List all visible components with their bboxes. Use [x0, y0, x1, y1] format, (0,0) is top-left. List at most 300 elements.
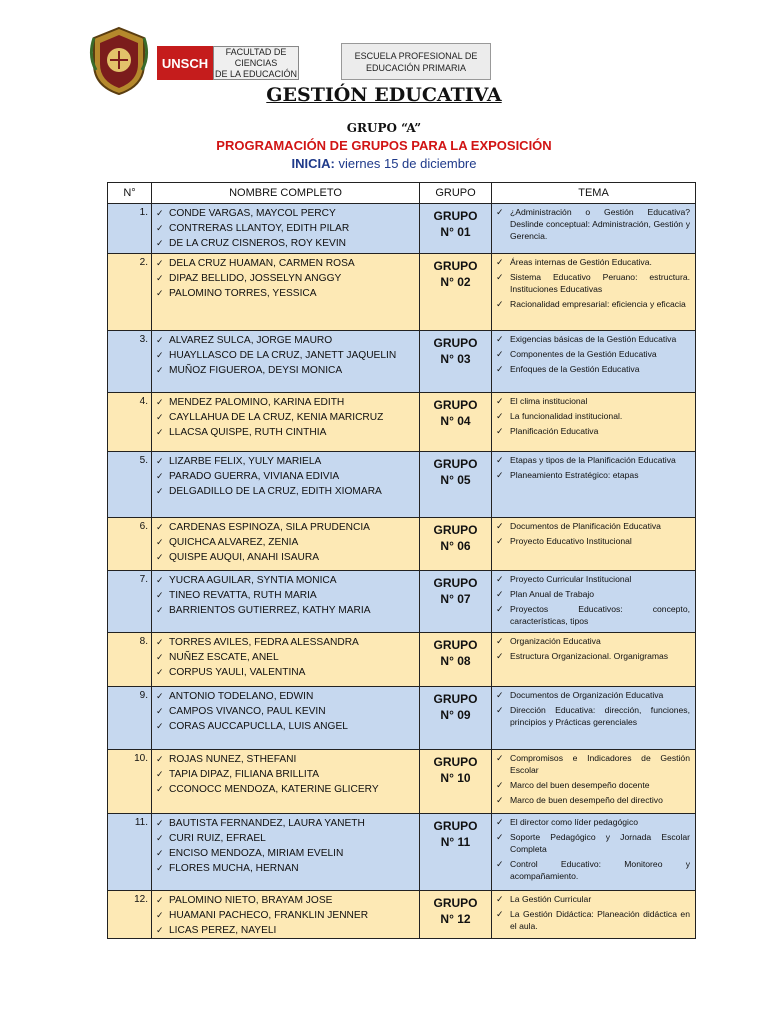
topic-text: Racionalidad empresarial: eficiencia y eficacia	[510, 299, 686, 309]
table-row	[108, 750, 696, 814]
check-icon: ✓	[496, 604, 504, 614]
table-row	[108, 204, 696, 254]
group-number: N° 05	[440, 473, 471, 487]
member-names	[152, 814, 420, 891]
row-number: 10.	[108, 750, 152, 814]
topic-text: La Gestión Didáctica: Planeación didáctica en el aula.	[510, 909, 690, 931]
topic-text: Planeamiento Estratégico: etapas	[510, 470, 639, 480]
topic-list	[492, 891, 696, 939]
row-number: 8.	[108, 633, 152, 687]
member-names	[152, 254, 420, 331]
member-name: CORPUS YAULI, VALENTINA	[169, 667, 306, 678]
member-item	[156, 893, 417, 908]
member-item	[156, 256, 417, 271]
group-word: GRUPO	[433, 896, 478, 910]
topic-item	[496, 410, 690, 422]
escuela-line1: ESCUELA PROFESIONAL DE	[354, 50, 478, 61]
member-name: YUCRA AGUILAR, SYNTIA MONICA	[169, 575, 337, 586]
header-num: N°	[108, 183, 152, 204]
table-row	[108, 814, 696, 891]
member-item	[156, 333, 417, 348]
check-icon: ✓	[496, 817, 504, 827]
topic-text: Planificación Educativa	[510, 426, 599, 436]
member-item	[156, 665, 417, 680]
member-item	[156, 846, 417, 861]
topic-item	[496, 603, 690, 627]
topic-list	[492, 331, 696, 393]
member-name: ENCISO MENDOZA, MIRIAM EVELIN	[169, 848, 344, 859]
topic-item	[496, 520, 690, 532]
check-icon: ✓	[156, 365, 164, 375]
group-subtitle: GRUPO “A”	[346, 121, 422, 135]
group-word: GRUPO	[433, 457, 478, 471]
topic-item	[496, 206, 690, 242]
member-name: PALOMINO TORRES, YESSICA	[169, 288, 317, 299]
table-row	[108, 518, 696, 571]
check-icon: ✓	[496, 364, 504, 374]
group-number: N° 09	[440, 708, 471, 722]
topic-item	[496, 588, 690, 600]
groups-table	[107, 182, 696, 939]
member-item	[156, 588, 417, 603]
member-name: TINEO REVATTA, RUTH MARIA	[169, 590, 317, 601]
group-label	[420, 518, 492, 571]
check-icon: ✓	[156, 350, 164, 360]
check-icon: ✓	[496, 894, 504, 904]
topic-item	[496, 573, 690, 585]
check-icon: ✓	[156, 273, 164, 283]
topic-text: Marco del buen desempeño docente	[510, 780, 650, 790]
topic-item	[496, 893, 690, 905]
member-name: TORRES AVILES, FEDRA ALESSANDRA	[169, 637, 359, 648]
row-number: 9.	[108, 687, 152, 750]
check-icon: ✓	[156, 223, 164, 233]
group-label	[420, 633, 492, 687]
check-icon: ✓	[156, 412, 164, 422]
row-number: 1.	[108, 204, 152, 254]
row-number: 5.	[108, 452, 152, 518]
member-item	[156, 520, 417, 535]
member-name: PARADO GUERRA, VIVIANA EDIVIA	[169, 471, 340, 482]
topic-text: Proyecto Educativo Institucional	[510, 536, 632, 546]
topic-text: Estructura Organizacional. Organigramas	[510, 651, 669, 661]
member-item	[156, 752, 417, 767]
escuela-label	[341, 43, 491, 80]
check-icon: ✓	[156, 471, 164, 481]
check-icon: ✓	[496, 455, 504, 465]
group-label	[420, 331, 492, 393]
check-icon: ✓	[156, 910, 164, 920]
member-item	[156, 719, 417, 734]
member-name: CAMPOS VIVANCO, PAUL KEVIN	[169, 706, 326, 717]
check-icon: ✓	[156, 925, 164, 935]
member-names	[152, 891, 420, 939]
member-name: CURI RUIZ, EFRAEL	[169, 833, 266, 844]
row-number: 12.	[108, 891, 152, 939]
topic-list	[492, 814, 696, 891]
member-name: DELA CRUZ HUAMAN, CARMEN ROSA	[169, 258, 355, 269]
check-icon: ✓	[496, 411, 504, 421]
group-label	[420, 814, 492, 891]
group-number: N° 03	[440, 352, 471, 366]
check-icon: ✓	[156, 575, 164, 585]
check-icon: ✓	[156, 522, 164, 532]
member-item	[156, 767, 417, 782]
check-icon: ✓	[156, 769, 164, 779]
topic-text: Enfoques de la Gestión Educativa	[510, 364, 640, 374]
check-icon: ✓	[496, 832, 504, 842]
member-item	[156, 221, 417, 236]
topic-list	[492, 687, 696, 750]
topic-list	[492, 204, 696, 254]
member-item	[156, 425, 417, 440]
row-number: 7.	[108, 571, 152, 633]
topic-text: Documentos de Planificación Educativa	[510, 521, 661, 531]
member-names	[152, 687, 420, 750]
check-icon: ✓	[156, 486, 164, 496]
member-names	[152, 393, 420, 452]
group-label	[420, 750, 492, 814]
member-name: QUICHCA ALVAREZ, ZENIA	[169, 537, 299, 548]
group-label	[420, 687, 492, 750]
check-icon: ✓	[156, 605, 164, 615]
check-icon: ✓	[156, 833, 164, 843]
topic-text: El clima institucional	[510, 396, 588, 406]
topic-item	[496, 858, 690, 882]
topic-text: La Gestión Curricular	[510, 894, 592, 904]
member-names	[152, 518, 420, 571]
table-header-row	[108, 183, 696, 204]
topic-item	[496, 704, 690, 728]
group-word: GRUPO	[433, 755, 478, 769]
topic-text: Documentos de Organización Educativa	[510, 690, 664, 700]
topic-item	[496, 333, 690, 345]
member-item	[156, 816, 417, 831]
group-word: GRUPO	[433, 209, 478, 223]
topic-item	[496, 635, 690, 647]
check-icon: ✓	[156, 552, 164, 562]
check-icon: ✓	[496, 536, 504, 546]
group-label	[420, 204, 492, 254]
group-word: GRUPO	[433, 692, 478, 706]
check-icon: ✓	[156, 848, 164, 858]
member-name: ANTONIO TODELANO, EDWIN	[169, 691, 314, 702]
member-item	[156, 782, 417, 797]
member-item	[156, 535, 417, 550]
header-group: GRUPO	[420, 183, 492, 204]
member-name: DIPAZ BELLIDO, JOSSELYN ANGGY	[169, 273, 342, 284]
member-name: HUAMANI PACHECO, FRANKLIN JENNER	[169, 910, 369, 921]
topic-item	[496, 535, 690, 547]
check-icon: ✓	[496, 589, 504, 599]
member-item	[156, 484, 417, 499]
member-name: CARDENAS ESPINOZA, SILA PRUDENCIA	[169, 522, 370, 533]
member-item	[156, 650, 417, 665]
topic-text: Plan Anual de Trabajo	[510, 589, 595, 599]
check-icon: ✓	[156, 721, 164, 731]
facultad-label	[213, 46, 299, 80]
topic-text: Dirección Educativa: dirección, funciones, principios y Prácticas gerenciales	[510, 705, 690, 727]
group-number: N° 07	[440, 592, 471, 606]
topic-item	[496, 363, 690, 375]
check-icon: ✓	[156, 456, 164, 466]
facultad-line2: DE LA EDUCACIÓN	[214, 68, 298, 79]
header-topic: TEMA	[492, 183, 696, 204]
topic-item	[496, 298, 690, 310]
topic-item	[496, 794, 690, 806]
member-item	[156, 831, 417, 846]
member-name: CAYLLAHUA DE LA CRUZ, KENIA MARICRUZ	[169, 412, 384, 423]
table-row	[108, 687, 696, 750]
topic-list	[492, 452, 696, 518]
member-item	[156, 348, 417, 363]
member-item	[156, 573, 417, 588]
member-item	[156, 908, 417, 923]
member-item	[156, 363, 417, 378]
check-icon: ✓	[156, 590, 164, 600]
topic-item	[496, 689, 690, 701]
topic-item	[496, 271, 690, 295]
table-row	[108, 633, 696, 687]
topic-item	[496, 348, 690, 360]
member-name: LICAS PEREZ, NAYELI	[169, 925, 277, 936]
member-item	[156, 603, 417, 618]
check-icon: ✓	[496, 396, 504, 406]
member-item	[156, 861, 417, 876]
member-item	[156, 206, 417, 221]
check-icon: ✓	[496, 795, 504, 805]
header-name: NOMBRE COMPLETO	[152, 183, 420, 204]
topic-list	[492, 633, 696, 687]
table-row	[108, 452, 696, 518]
member-item	[156, 635, 417, 650]
member-name: MUÑOZ FIGUEROA, DEYSI MONICA	[169, 365, 343, 376]
group-number: N° 12	[440, 912, 471, 926]
member-name: CONTRERAS LLANTOY, EDITH PILAR	[169, 223, 350, 234]
group-label	[420, 571, 492, 633]
row-number: 2.	[108, 254, 152, 331]
check-icon: ✓	[156, 258, 164, 268]
topic-list	[492, 254, 696, 331]
member-name: DE LA CRUZ CISNEROS, ROY KEVIN	[169, 238, 347, 249]
member-item	[156, 469, 417, 484]
check-icon: ✓	[496, 690, 504, 700]
check-icon: ✓	[156, 754, 164, 764]
member-item	[156, 410, 417, 425]
topic-list	[492, 571, 696, 633]
member-names	[152, 204, 420, 254]
group-number: N° 04	[440, 414, 471, 428]
check-icon: ✓	[496, 705, 504, 715]
row-number: 3.	[108, 331, 152, 393]
member-name: CCONOCC MENDOZA, KATERINE GLICERY	[169, 784, 379, 795]
topic-list	[492, 393, 696, 452]
topic-list	[492, 750, 696, 814]
member-names	[152, 331, 420, 393]
check-icon: ✓	[156, 288, 164, 298]
member-names	[152, 750, 420, 814]
member-item	[156, 454, 417, 469]
unsch-logo	[157, 44, 299, 82]
topic-text: Marco de buen desempeño del directivo	[510, 795, 663, 805]
programacion-heading: PROGRAMACIÓN DE GRUPOS PARA LA EXPOSICIÓN	[216, 138, 552, 153]
unsch-label: UNSCH	[157, 46, 213, 80]
topic-text: Etapas y tipos de la Planificación Educativa	[510, 455, 676, 465]
check-icon: ✓	[496, 521, 504, 531]
topic-item	[496, 831, 690, 855]
check-icon: ✓	[496, 349, 504, 359]
group-number: N° 06	[440, 539, 471, 553]
topic-text: Sistema Educativo Peruano: estructura. Instituciones Educativas	[510, 272, 690, 294]
group-number: N° 10	[440, 771, 471, 785]
check-icon: ✓	[496, 574, 504, 584]
group-number: N° 01	[440, 225, 471, 239]
group-word: GRUPO	[433, 523, 478, 537]
group-word: GRUPO	[433, 638, 478, 652]
member-name: FLORES MUCHA, HERNAN	[169, 863, 299, 874]
group-word: GRUPO	[433, 336, 478, 350]
check-icon: ✓	[496, 859, 504, 869]
group-word: GRUPO	[433, 259, 478, 273]
member-name: DELGADILLO DE LA CRUZ, EDITH XIOMARA	[169, 486, 382, 497]
member-name: PALOMINO NIETO, BRAYAM JOSE	[169, 895, 333, 906]
topic-item	[496, 425, 690, 437]
check-icon: ✓	[156, 335, 164, 345]
topic-text: Exigencias básicas de la Gestión Educativa	[510, 334, 677, 344]
member-name: ROJAS NUNEZ, STHEFANI	[169, 754, 297, 765]
member-name: LLACSA QUISPE, RUTH CINTHIA	[169, 427, 327, 438]
check-icon: ✓	[496, 426, 504, 436]
member-names	[152, 633, 420, 687]
topic-item	[496, 650, 690, 662]
member-item	[156, 923, 417, 938]
row-number: 4.	[108, 393, 152, 452]
member-name: CONDE VARGAS, MAYCOL PERCY	[169, 208, 336, 219]
member-name: NUÑEZ ESCATE, ANEL	[169, 652, 279, 663]
member-item	[156, 271, 417, 286]
group-word: GRUPO	[433, 819, 478, 833]
topic-text: Control Educativo: Monitoreo y acompañamiento.	[510, 859, 690, 881]
check-icon: ✓	[156, 238, 164, 248]
row-number: 11.	[108, 814, 152, 891]
group-word: GRUPO	[433, 576, 478, 590]
member-name: QUISPE AUQUI, ANAHI ISAURA	[169, 552, 320, 563]
check-icon: ✓	[156, 667, 164, 677]
member-name: BARRIENTOS GUTIERREZ, KATHY MARIA	[169, 605, 371, 616]
group-word: GRUPO	[433, 398, 478, 412]
table-row	[108, 393, 696, 452]
topic-text: Proyectos Educativos: concepto, características, tipos	[510, 604, 690, 626]
topic-text: Organización Educativa	[510, 636, 601, 646]
member-name: LIZARBE FELIX, YULY MARIELA	[169, 456, 322, 467]
member-name: ALVAREZ SULCA, JORGE MAURO	[169, 335, 333, 346]
member-item	[156, 236, 417, 251]
group-label	[420, 891, 492, 939]
check-icon: ✓	[156, 895, 164, 905]
topic-text: Proyecto Curricular Institucional	[510, 574, 632, 584]
topic-item	[496, 469, 690, 481]
check-icon: ✓	[496, 334, 504, 344]
member-item	[156, 286, 417, 301]
group-number: N° 08	[440, 654, 471, 668]
topic-item	[496, 256, 690, 268]
topic-list	[492, 518, 696, 571]
check-icon: ✓	[156, 427, 164, 437]
check-icon: ✓	[496, 257, 504, 267]
check-icon: ✓	[156, 818, 164, 828]
topic-text: Compromisos e Indicadores de Gestión Escolar	[510, 753, 690, 775]
check-icon: ✓	[156, 208, 164, 218]
check-icon: ✓	[156, 706, 164, 716]
check-icon: ✓	[496, 207, 504, 217]
member-name: CORAS AUCCAPUCLLA, LUIS ANGEL	[169, 721, 348, 732]
row-number: 6.	[108, 518, 152, 571]
member-item	[156, 395, 417, 410]
topic-item	[496, 454, 690, 466]
member-name: BAUTISTA FERNANDEZ, LAURA YANETH	[169, 818, 365, 829]
table-body	[108, 204, 696, 939]
member-item	[156, 704, 417, 719]
page-title: GESTIÓN EDUCATIVA	[266, 84, 502, 106]
member-name: MENDEZ PALOMINO, KARINA EDITH	[169, 397, 345, 408]
check-icon: ✓	[156, 537, 164, 547]
facultad-line1: FACULTAD DE CIENCIAS	[225, 46, 287, 68]
group-number: N° 11	[440, 835, 471, 849]
member-names	[152, 571, 420, 633]
check-icon: ✓	[496, 753, 504, 763]
topic-item	[496, 752, 690, 776]
check-icon: ✓	[156, 652, 164, 662]
topic-text: Soporte Pedagógico y Jornada Escolar Completa	[510, 832, 690, 854]
check-icon: ✓	[156, 784, 164, 794]
check-icon: ✓	[496, 470, 504, 480]
topic-text: La funcionalidad institucional.	[510, 411, 623, 421]
topic-item	[496, 395, 690, 407]
start-date-label: INICIA:	[291, 156, 335, 171]
check-icon: ✓	[156, 691, 164, 701]
member-item	[156, 689, 417, 704]
check-icon: ✓	[156, 397, 164, 407]
group-label	[420, 254, 492, 331]
topic-text: ¿Administración o Gestión Educativa? Deslinde conceptual: Administración, Gestión y Gerencia.	[510, 207, 690, 241]
member-item	[156, 550, 417, 565]
check-icon: ✓	[496, 636, 504, 646]
table-row	[108, 891, 696, 939]
topic-text: Componentes de la Gestión Educativa	[510, 349, 657, 359]
check-icon: ✓	[156, 863, 164, 873]
group-number: N° 02	[440, 275, 471, 289]
check-icon: ✓	[496, 909, 504, 919]
member-name: HUAYLLASCO DE LA CRUZ, JANETT JAQUELIN	[169, 350, 397, 361]
check-icon: ✓	[496, 651, 504, 661]
topic-item	[496, 816, 690, 828]
member-names	[152, 452, 420, 518]
table-row	[108, 331, 696, 393]
table-row	[108, 254, 696, 331]
table-row	[108, 571, 696, 633]
topic-text: El director como líder pedagógico	[510, 817, 639, 827]
topic-item	[496, 908, 690, 932]
group-label	[420, 393, 492, 452]
check-icon: ✓	[496, 299, 504, 309]
start-date-value: viernes 15 de diciembre	[338, 156, 477, 171]
topic-text: Áreas internas de Gestión Educativa.	[510, 257, 652, 267]
group-label	[420, 452, 492, 518]
escuela-line2: EDUCACIÓN PRIMARIA	[365, 62, 466, 73]
check-icon: ✓	[156, 637, 164, 647]
check-icon: ✓	[496, 272, 504, 282]
topic-item	[496, 779, 690, 791]
